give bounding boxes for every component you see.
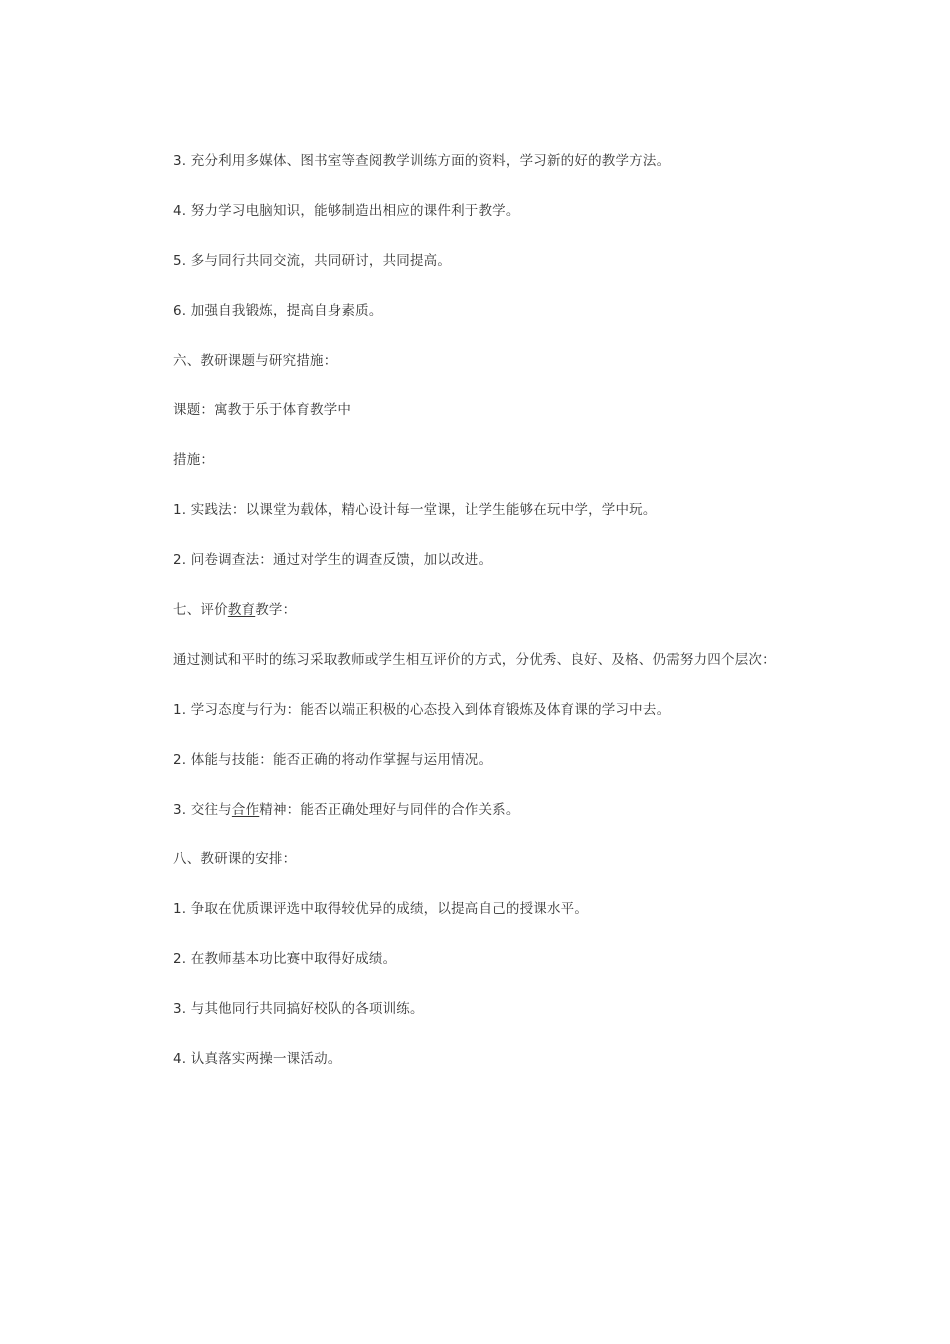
section-heading: 六、教研课题与研究措施：	[173, 352, 338, 369]
cooperation-link[interactable]: 合作	[231, 801, 260, 818]
paragraph: 措施：	[173, 452, 215, 469]
item-text: 3. 交往与	[173, 801, 232, 818]
heading-text: 教学：	[255, 602, 297, 619]
list-item: 5. 多与同行共同交流，共同研讨，共同提高。	[173, 252, 452, 269]
document-body	[173, 150, 873, 1098]
paragraph: 课题：寓教于乐于体育教学中	[173, 402, 352, 419]
list-item: 1. 争取在优质课评选中取得较优异的成绩，以提高自己的授课水平。	[173, 901, 589, 918]
list-item: 3. 充分利用多媒体、图书室等查阅教学训练方面的资料，学习新的好的教学方法。	[173, 153, 671, 169]
list-item: 2. 问卷调查法：通过对学生的调查反馈，加以改进。	[173, 552, 493, 569]
heading-text: 七、评价	[173, 602, 228, 619]
list-item: 2. 体能与技能：能否正确的将动作掌握与运用情况。	[173, 751, 493, 768]
list-item: 1. 学习态度与行为：能否以端正积极的心态投入到体育锻炼及体育课的学习中去。	[173, 701, 671, 718]
education-link[interactable]: 教育	[227, 602, 256, 619]
list-item: 6. 加强自我锻炼，提高自身素质。	[173, 302, 383, 319]
list-item: 1. 实践法：以课堂为载体，精心设计每一堂课，让学生能够在玩中学，学中玩。	[173, 502, 657, 519]
section-heading	[173, 599, 873, 621]
list-item: 4. 努力学习电脑知识，能够制造出相应的课件利于教学。	[173, 202, 520, 219]
paragraph: 通过测试和平时的练习采取教师或学生相互评价的方式，分优秀、良好、及格、仍需努力四个层次：	[173, 651, 776, 668]
list-item: 2. 在教师基本功比赛中取得好成绩。	[173, 951, 397, 968]
section-heading: 八、教研课的安排：	[173, 851, 297, 868]
list-item: 3. 与其他同行共同搞好校队的各项训练。	[173, 1001, 424, 1018]
item-text: 精神：能否正确处理好与同伴的合作关系。	[259, 801, 520, 818]
list-item	[173, 799, 873, 821]
list-item: 4. 认真落实两操一课活动。	[173, 1051, 342, 1068]
